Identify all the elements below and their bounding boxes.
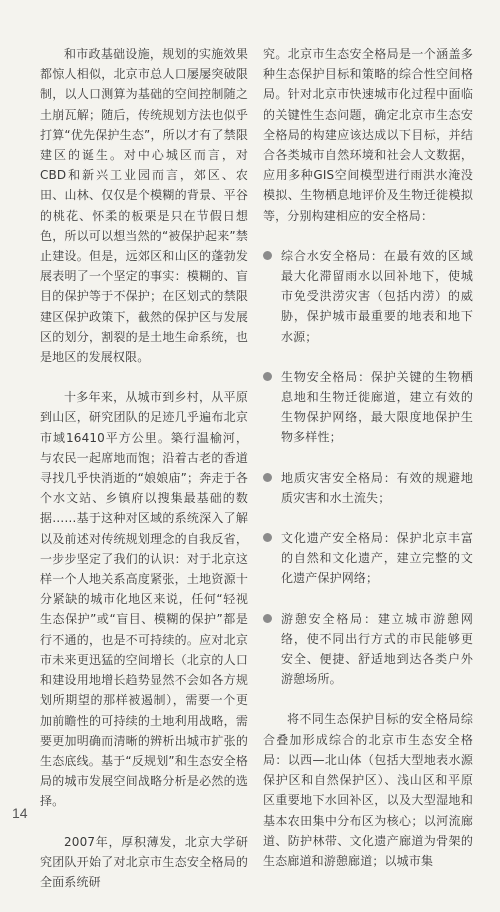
list-item (263, 528, 473, 589)
list-item-text: 文化遗产安全格局：保护北京丰富的自然和文化遗产，建立完整的文化遗产保护网络； (281, 531, 473, 586)
bullet-dot-icon (263, 372, 272, 381)
list-item (263, 367, 473, 448)
security-pattern-list (263, 246, 473, 690)
list-item-text: 综合水安全格局：在最有效的区域最大化滞留雨水以回补地下，使城市免受洪涝灾害（包括内涝）的威胁，保护城市最重要的地表和地下水源； (281, 248, 473, 344)
bullet-dot-icon (263, 614, 272, 623)
body-paragraph: 和市政基础设施，规划的实施效果都惊人相似，北京市总人口屡屡突破限制，以人口测算为基础的空间控制随之土崩瓦解；随后，传统规划方法也似乎打算“优先保护生态”，所以才有了禁限建区的诞生。对中心城区而言，对CBD和新兴工业园而言，郊区、农田、山林、仅仅是个模糊的背景、平谷的桃花、怀柔的板栗是只在节假日想色，所以可以想当然的“被保护起来”禁止建设。但是，远郊区和山区的蓬勃发展表明了一个坚定的事实：模糊的、盲目的保护等于不保护；在区划式的禁限建区保护政策下，截然的保护区与发展区的划分，割裂的是土地生命系统，也是地区的发展权限。 (40, 47, 248, 365)
right-column (263, 44, 473, 891)
list-item-text: 生物安全格局：保护关键的生物栖息地和生物迁徙廊道，建立有效的生物保护网络，最大限度地保护生物多样性； (281, 369, 473, 445)
body-paragraph: 2007年，厚积薄发，北京大学研究团队开始了对北京市生态安全格局的全面系统研 (40, 834, 248, 889)
page-number: 14 (12, 805, 28, 821)
list-item (263, 246, 473, 347)
body-paragraph: 究。北京市生态安全格局是一个涵盖多种生态保护目标和策略的综合性空间格局。针对北京市快速城市化过程中面临的关键性生态问题，确定北京市生态安全格局的构建应该达成以下目标，并结合各类城市自然环境和社会人文数据，应用多种GIS空间模型进行雨洪水淹没模拟、生物栖息地评价及生物迁徙模拟等，分别构建相应的安全格局： (263, 47, 473, 223)
list-item (263, 609, 473, 690)
body-paragraph: 将不同生态保护目标的安全格局综合叠加形成综合的北京市生态安全格局：以西—北山体（包括大型地表水源保护区和自然保护区）、浅山区和平原区重要地下水回补区，以及大型湿地和基本农田集中分布区为核心；以河流廊道、防护林带、文化遗产廊道为骨架的生态廊道和游憩廊道；以城市集 (263, 712, 473, 868)
list-item (263, 468, 473, 508)
body-paragraph: 十多年来，从城市到乡村，从平原到山区，研究团队的足迹几乎遍布北京市域16410平方公里。築行温榆河，与农民一起席地而饱；沿着古老的香道寻找几乎快消逝的“娘娘庙”；奔走于各个水文站、乡镇府以搜集最基础的数据……基于这种对区域的系统深入了解以及前述对传统规划理念的自我反省，一步步坚定了我们的认识：对于北京这样一个人地关系高度紧张，土地资源十分紧缺的城市化地区来说，任何“轻视生态保护”或“盲目、模糊的保护”都是行不通的，也是不可持续的。应对北京市未来更迅猛的空间增长（北京的人口和建设用地增长趋势显然不会如各方规划所期望的那样被遏制），需要一个更加前瞻性的可持续的土地利用战略，需要更加明确而清晰的辨析出城市扩张的生态底线。基于“反规划”和生态安全格局的城市发展空间战略分析是必然的选择。 (40, 390, 248, 809)
bullet-dot-icon (263, 473, 272, 482)
left-column (40, 44, 248, 912)
list-item-text: 地质灾害安全格局：有效的规避地质灾害和水土流失； (281, 470, 473, 505)
bullet-dot-icon (263, 533, 272, 542)
list-item-text: 游憩安全格局：建立城市游憩网络，使不同出行方式的市民能够更安全、便捷、舒适地到达各类户外游憩场所。 (281, 611, 473, 687)
bullet-dot-icon (263, 251, 272, 260)
